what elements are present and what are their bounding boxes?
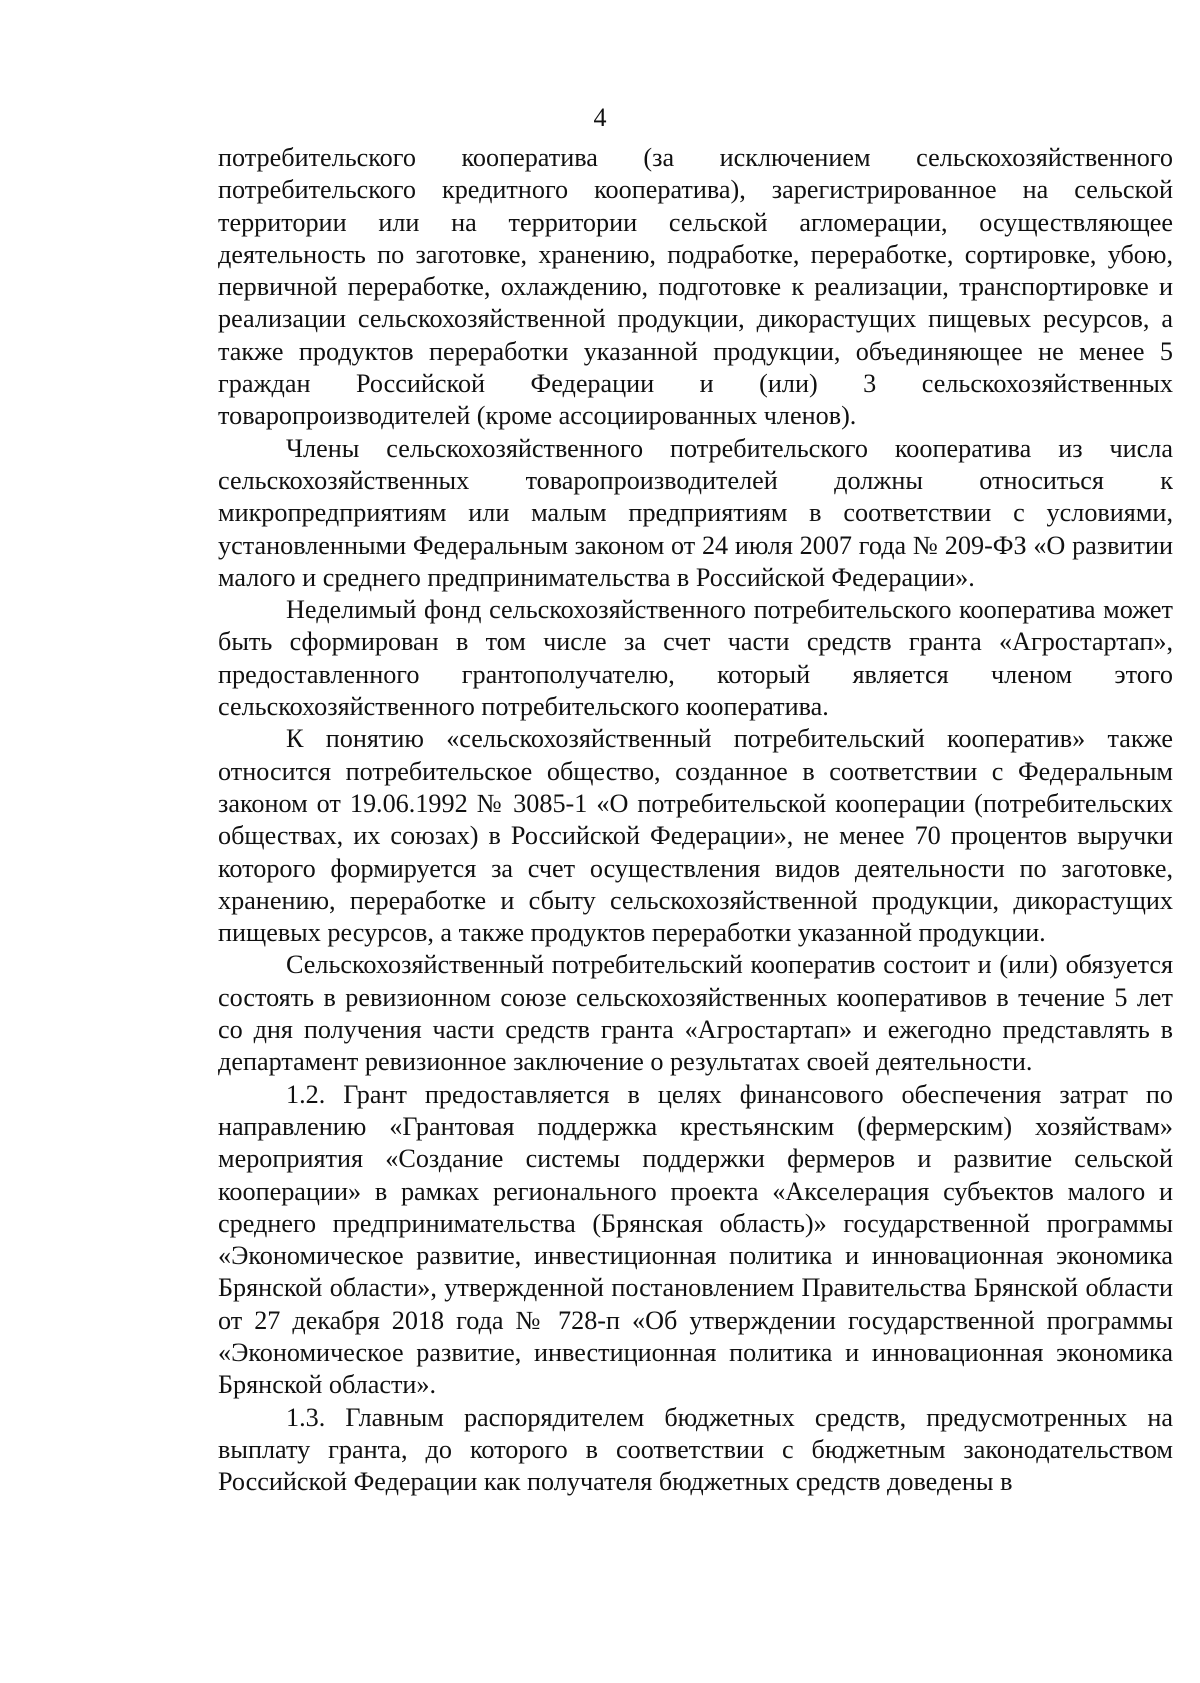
paragraph-cooperative-members: Члены сельскохозяйственного потребительского кооператива из числа сельскохозяйственных товаропроизводителей должны относиться к микропредприятиям или малым предприятиям в соответствии с условиями, установленными Федеральным законом от 24 июля 2007 года № 209-ФЗ «О развитии малого и среднего предпринимательства в Российской Федерации». xyxy=(218,433,1173,592)
paragraph-consumer-society: К понятию «сельскохозяйственный потребительский кооператив» также относится потребительское общество, созданное в соответствии с Федеральным законом от 19.06.1992 № 3085-1 «О потребительской кооперации (потребительских обществах, их союзах) в Российской Федерации», не менее 70 процентов выручки которого формируется за счет осуществления видов деятельности по заготовке, хранению, переработке и сбыту сельскохозяйственной продукции, дикорастущих пищевых ресурсов, а также продуктов переработки указанной продукции. xyxy=(218,724,1173,948)
paragraph-section-1-2: 1.2. Грант предоставляется в целях финансового обеспечения затрат по направлению «Грантовая поддержка крестьянским (фермерским) хозяйствам» мероприятия «Создание системы поддержки фермеров и развитие сельской кооперации» в рамках регионального проекта «Акселерация субъектов малого и среднего предпринимательства (Брянская область)» государственной программы «Экономическое развитие, инвестиционная политика и инновационная экономика Брянской области», утвержденной постановлением Правительства Брянской области от 27 декабря 2018 года № 728-п «Об утверждении государственной программы «Экономическое развитие, инвестиционная политика и инновационная экономика Брянской области». xyxy=(218,1079,1173,1400)
paragraph-audit-union: Сельскохозяйственный потребительский кооператив состоит и (или) обязуется состоять в ревизионном союзе сельскохозяйственных кооперативов в течение 5 лет со дня получения части средств гранта «Агростартап» и ежегодно представлять в департамент ревизионное заключение о результатах своей деятельности. xyxy=(218,950,1173,1077)
page-number: 4 xyxy=(593,103,607,132)
paragraph-indivisible-fund: Неделимый фонд сельскохозяйственного потребительского кооператива может быть сформирован в том числе за счет части средств гранта «Агростартап», предоставленного грантополучателю, который является членом этого сельскохозяйственного потребительского кооператива. xyxy=(218,595,1173,722)
document-body xyxy=(218,142,1173,1498)
paragraph-cooperative-definition-continued: потребительского кооператива (за исключением сельскохозяйственного потребительского кредитного кооператива), зарегистрированное на сельской территории или на территории сельской агломерации, осуществляющее деятельность по заготовке, хранению, подработке, переработке, сортировке, убою, первичной переработке, охлаждению, подготовке к реализации, транспортировке и реализации сельскохозяйственной продукции, дикорастущих пищевых ресурсов, а также продуктов переработки указанной продукции, объединяющее не менее 5 граждан Российской Федерации и (или) 3 сельскохозяйственных товаропроизводителей (кроме ассоциированных членов). xyxy=(218,143,1173,431)
paragraph-section-1-3: 1.3. Главным распорядителем бюджетных средств, предусмотренных на выплату гранта, до которого в соответствии с бюджетным законодательством Российской Федерации как получателя бюджетных средств доведены в xyxy=(218,1402,1173,1497)
